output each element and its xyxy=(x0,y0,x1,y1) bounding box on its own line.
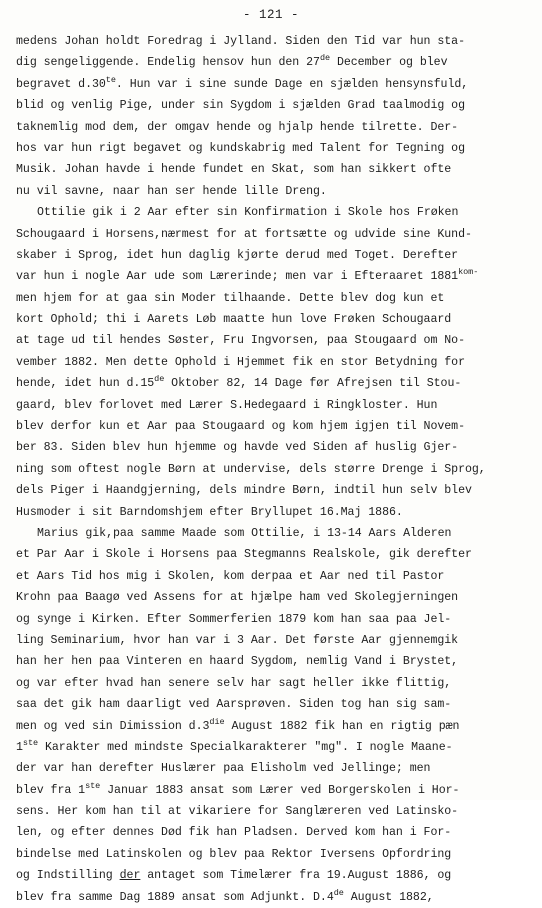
text-segment: hos var hun rigt begavet og kundskabrig med Talent for Tegning og xyxy=(16,141,465,155)
text-line xyxy=(16,52,538,73)
text-segment: Marius gik,paa samme Maade som Ottilie, i 13-14 Aars Alderen xyxy=(37,526,452,540)
text-segment: ling Seminarium, hvor han var i 3 Aar. Det første Aar gjennemgik xyxy=(16,633,459,647)
text-line xyxy=(16,737,538,758)
text-line xyxy=(16,330,538,351)
text-line xyxy=(16,395,538,416)
text-line xyxy=(16,159,538,180)
text-segment: kort Ophold; thi i Aarets Løb maatte hun love Frøken Schougaard xyxy=(16,313,452,327)
text-line xyxy=(16,117,538,138)
text-line xyxy=(16,202,538,223)
text-segment: dels Piger i Haandgjerning, dels mindre Børn, indtil hun selv blev xyxy=(16,484,472,498)
text-segment: han her hen paa Vinteren en haard Sygdom, nemlig Vand i Brystet, xyxy=(16,655,459,669)
text-segment: December og blev xyxy=(330,56,448,70)
superscript-text: de xyxy=(154,374,165,385)
text-line xyxy=(16,780,538,801)
text-line xyxy=(16,694,538,715)
text-line xyxy=(16,544,538,565)
text-segment: Oktober 82, 14 Dage før Afrejsen til Stou- xyxy=(164,377,462,391)
text-segment: len, og efter dennes Død fik han Pladsen. Derved kom han i For- xyxy=(16,826,452,840)
superscript-text: ste xyxy=(85,780,101,791)
superscript-text: te xyxy=(105,74,116,85)
text-line xyxy=(16,609,538,630)
text-line xyxy=(16,437,538,458)
text-line xyxy=(16,566,538,587)
superscript-text: die xyxy=(209,716,225,727)
text-segment: taknemlig mod dem, der omgav hende og hjalp hende tilrette. Der- xyxy=(16,120,459,134)
text-line xyxy=(16,288,538,309)
text-segment: at tage ud til hendes Søster, Fru Ingvorsen, paa Stougaard om No- xyxy=(16,334,465,348)
text-segment: og Indstilling xyxy=(16,869,120,883)
text-line xyxy=(16,181,538,202)
text-segment: begravet d.30 xyxy=(16,77,106,91)
text-segment: ning som oftest nogle Børn at undervise, dels større Drenge i Sprog, xyxy=(16,462,486,476)
text-segment: . Hun var i sine sunde Dage en sjælden hensynsfuld, xyxy=(115,77,469,91)
text-segment: var hun i nogle Aar ude som Lærerinde; men var i Efteraaret 1881 xyxy=(16,270,459,284)
text-segment: men hjem for at gaa sin Moder tilhaande. Dette blev dog kun et xyxy=(16,291,445,305)
text-line xyxy=(16,352,538,373)
text-segment: sens. Her kom han til at vikariere for Sanglæreren ved Latinsko- xyxy=(16,805,459,819)
text-segment: Husmoder i sit Barndomshjem efter Bryllupet 16.Maj 1886. xyxy=(16,505,403,519)
superscript-text: de xyxy=(319,53,331,64)
text-segment: blev fra samme Dag 1889 ansat som Adjunkt. D.4 xyxy=(16,890,334,904)
text-segment: der var han derefter Huslærer paa Elisholm ved Jellinge; men xyxy=(16,762,431,776)
text-line xyxy=(16,74,538,95)
text-segment: Schougaard i Horsens,nærmest for at fortsætte og udvide sine Kund- xyxy=(16,227,472,241)
text-segment: et Aars Tid hos mig i Skolen, kom derpaa et Aar ned til Pastor xyxy=(16,569,445,583)
superscript-text: kom- xyxy=(458,267,479,278)
text-line xyxy=(16,95,538,116)
text-segment: skaber i Sprog, idet hun daglig kjørte derud med Toget. Derefter xyxy=(16,248,459,262)
text-segment: dig sengeliggende. Endelig hensov hun den 27 xyxy=(16,56,320,70)
text-segment: og var efter hvad han senere selv har sagt heller ikke flittig, xyxy=(16,676,452,690)
text-line xyxy=(16,502,538,523)
text-line xyxy=(16,523,538,544)
text-segment: 1 xyxy=(16,740,23,754)
text-segment: Ottilie gik i 2 Aar efter sin Konfirmation i Skole hos Frøken xyxy=(37,206,459,220)
text-line xyxy=(16,266,538,287)
text-line xyxy=(16,138,538,159)
page-number: - 121 - xyxy=(242,8,299,22)
superscript-text: ste xyxy=(22,737,39,748)
text-segment: ber 83. Siden blev hun hjemme og havde ved Siden af huslig Gjer- xyxy=(16,441,459,455)
text-segment: saa det gik ham daarligt ved Aarsprøven. Siden tog han sig sam- xyxy=(16,698,452,712)
text-line xyxy=(16,630,538,651)
text-line xyxy=(16,822,538,843)
text-segment: August 1882 fik han en rigtig pæn xyxy=(224,719,460,733)
text-segment: Musik. Johan havde i hende fundet en Skat, som han sikkert ofte xyxy=(16,163,452,177)
text-line xyxy=(16,373,538,394)
text-line xyxy=(16,224,538,245)
text-segment: antaget som Timelærer fra 19.August 1886, og xyxy=(140,869,452,883)
text-segment: blev derfor kun et Aar paa Stougaard og kom hjem igjen til Novem- xyxy=(16,420,465,434)
text-segment: vember 1882. Men dette Ophold i Hjemmet fik en stor Betydning for xyxy=(16,355,465,369)
text-segment: blid og venlig Pige, under sin Sygdom i sjælden Grad taalmodig og xyxy=(16,99,465,113)
text-segment: Karakter med mindste Specialkarakterer "mg". I nogle Maane- xyxy=(38,740,453,754)
text-line xyxy=(16,416,538,437)
text-line xyxy=(16,480,538,501)
text-line xyxy=(16,801,538,822)
text-segment: og synge i Kirken. Efter Sommerferien 1879 kom han saa paa Jel- xyxy=(16,612,452,626)
text-line xyxy=(16,245,538,266)
text-line xyxy=(16,31,538,52)
text-line xyxy=(16,758,538,779)
text-line xyxy=(16,716,538,737)
text-segment: bindelse med Latinskolen og blev paa Rektor Iversens Opfordring xyxy=(16,847,452,861)
text-segment: medens Johan holdt Foredrag i Jylland. Siden den Tid var hun sta- xyxy=(16,35,465,48)
text-segment: Krohn paa Baagø ved Assens for at hjælpe ham ved Skolegjerningen xyxy=(16,591,459,605)
text-line xyxy=(16,651,538,672)
text-line xyxy=(16,844,538,865)
text-line xyxy=(16,887,538,908)
text-segment: men og ved sin Dimission d.3 xyxy=(16,719,210,733)
text-segment: August 1882, xyxy=(343,890,434,904)
text-segment: der xyxy=(119,869,141,883)
text-segment: et Par Aar i Skole i Horsens paa Stegmanns Realskole, gik derefter xyxy=(16,548,472,562)
body-text xyxy=(16,31,538,908)
text-line xyxy=(16,587,538,608)
text-segment: blev fra 1 xyxy=(16,783,86,797)
text-line xyxy=(16,309,538,330)
text-line xyxy=(16,673,538,694)
text-segment: hende, idet hun d.15 xyxy=(16,377,155,391)
superscript-text: de xyxy=(333,887,344,898)
text-segment: Januar 1883 ansat som Lærer ved Borgerskolen i Hor- xyxy=(100,783,460,797)
text-line xyxy=(16,459,538,480)
text-line xyxy=(16,865,538,886)
text-segment: nu vil savne, naar han ser hende lille Dreng. xyxy=(16,184,327,198)
text-segment: gaard, blev forlovet med Lærer S.Hedegaard i Ringkloster. Hun xyxy=(16,398,438,412)
